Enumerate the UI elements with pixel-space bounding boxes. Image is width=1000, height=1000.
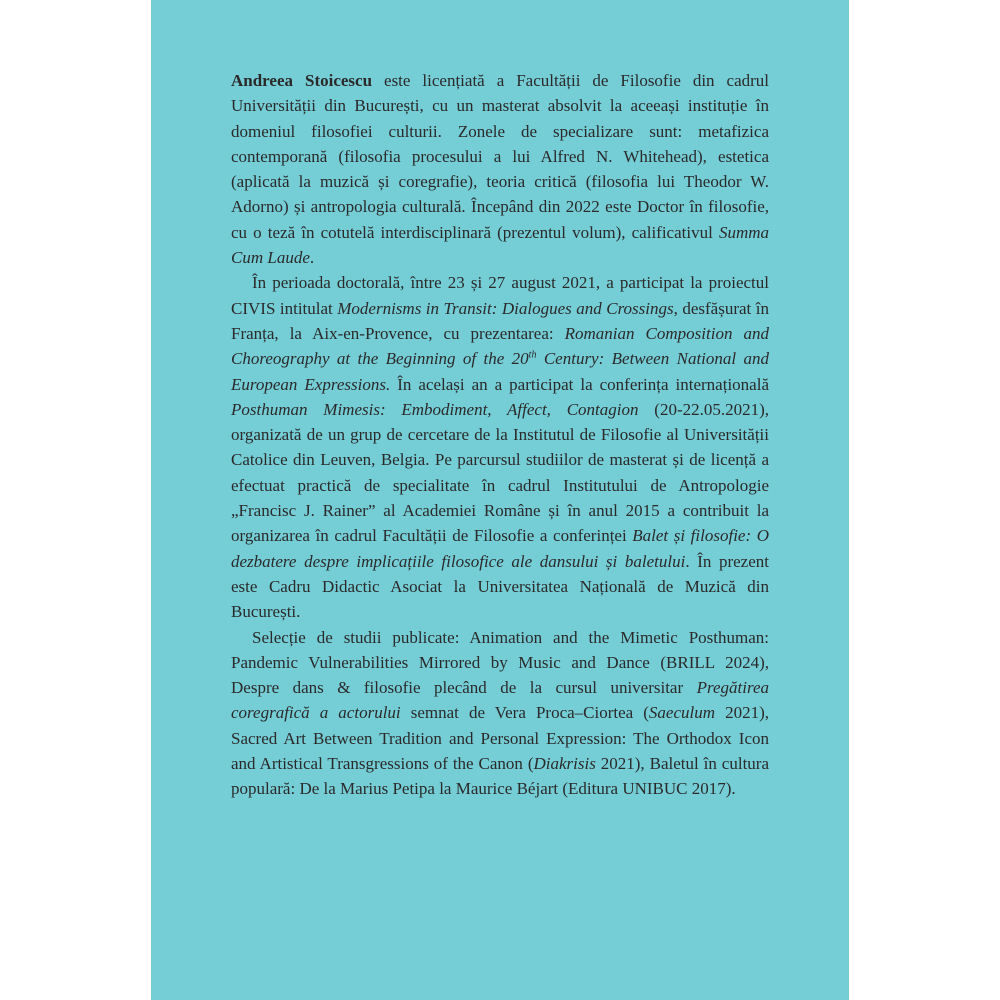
bio-text: 2021), Sacred Art Between Tradition and Personal Expression: The Orthodox Icon and Artistical Transgressions of the Canon (: [231, 703, 769, 774]
bio-text: Selecție de studii publicate: Animation and the Mimetic Posthuman: Pandemic Vulnerabilities Mirrored by Music and Dance (BRILL 2024), Despre dans & filosofie plecând de la cursul universitar: [231, 627, 769, 698]
bio-italic-text: Century: Between National and European Expressions.: [231, 349, 769, 394]
bio-paragraph-1: [231, 68, 769, 270]
bio-italic-text: Posthuman Mimesis: Embodiment, Affect, Contagion: [231, 399, 639, 419]
bio-italic-text: Romanian Composition and Choreography at the Beginning of the 20: [231, 323, 769, 369]
bio-text: În perioada doctorală, între 23 și 27 august 2021, a participat la proiectul CIVIS intitulat: [231, 273, 769, 318]
bio-italic-text: Balet și filosofie: O dezbatere despre implicațiile filosofice ale dansului și baletului: [231, 526, 769, 571]
bio-text: 2021), Baletul în cultura populară: De la Marius Petipa la Maurice Béjart (Editura UNIBUC 2017).: [231, 754, 769, 799]
author-name: Andreea Stoicescu: [231, 71, 373, 90]
bio-text: În același an a participat la conferința internațională: [390, 374, 769, 394]
bio-text: este licențiată a Facultății de Filosofie din cadrul Universității din București, cu un masterat absolvit la aceeași instituție în domeniul filosofiei culturii. Zonele de specializare sunt: metafizica contemporană (filosofia procesului a lui Alfred N. Whitehead), estetica (aplicată la muzică și coregrafie), teoria critică (filosofia lui Theodor W. Adorno) și antropologia culturală. Începând din 2022 este Doctor în filosofie, cu o teză în cotutelă interdisciplinară (prezentul volum), calificativul: [231, 71, 770, 242]
bio-italic-text: Pregătirea coregrafică a actorului: [231, 678, 769, 723]
bio-paragraph-3: [231, 625, 769, 802]
book-back-cover: [151, 0, 849, 1000]
ordinal-superscript: th: [528, 349, 537, 361]
bio-text: , desfășurat în Franța, la Aix-en-Provence, cu prezentarea:: [231, 298, 769, 343]
bio-italic-text: Diakrisis: [533, 754, 596, 774]
bio-text: (20-22.05.2021), organizată de un grup de cercetare de la Institutul de Filosofie al Universității Catolice din Leuven, Belgia. Pe parcursul studiilor de masterat și de licență a efectuat practică de specialitate în cadrul Institutului de Antropologie „Francisc J. Rainer” al Academiei Române și în anul 2015 a contribuit la organizarea în cadrul Facultății de Filosofie a conferinței: [231, 399, 770, 546]
bio-text: .: [309, 248, 315, 268]
bio-paragraph-2: [231, 270, 769, 624]
bio-italic-text: Modernisms in Transit: Dialogues and Crossings: [337, 298, 674, 318]
bio-italic-text: Summa Cum Laude: [231, 222, 769, 268]
bio-italic-text: Saeculum: [648, 703, 716, 723]
bio-text: semnat de Vera Proca–Ciortea (: [400, 703, 649, 723]
bio-text: . În prezent este Cadru Didactic Asociat la Universitatea Națională de Muzică din București.: [231, 551, 769, 622]
